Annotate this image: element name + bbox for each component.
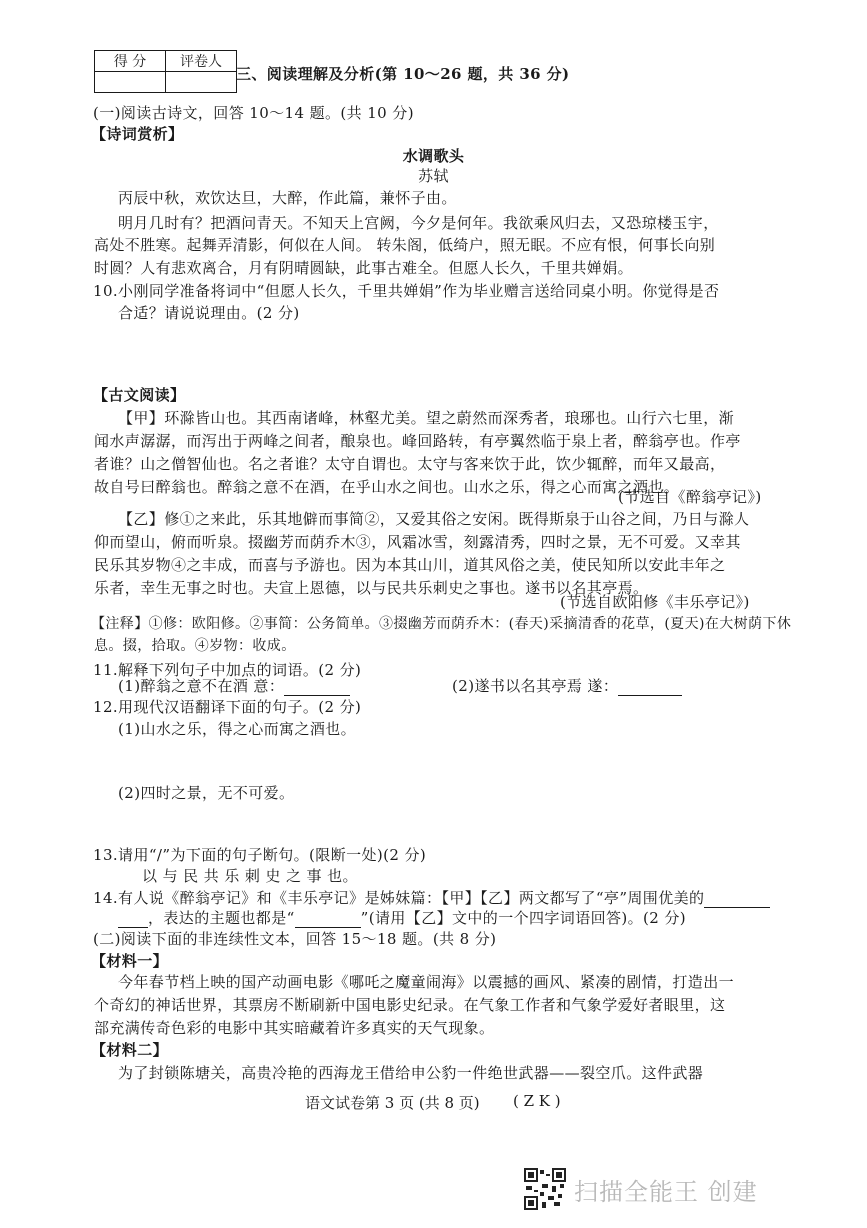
- page-number: 语文试卷第 3 页 (共 8 页): [305, 1094, 480, 1112]
- qr-code-icon: [524, 1168, 566, 1210]
- question-14-end: ”(请用【乙】文中的一个四字词语回答)。(2 分): [360, 909, 687, 927]
- material-2-line: 为了封锁陈塘关，高贵冷艳的西海龙王借给申公豹一件绝世武器——裂空爪。这件武器: [118, 1064, 704, 1082]
- answer-blank[interactable]: [618, 679, 682, 696]
- grader-label: 评卷人: [166, 51, 237, 72]
- material-1-line: 部充满传奇色彩的电影中其实暗藏着许多真实的天气现象。: [94, 1019, 495, 1037]
- footnotes: 【注释】①修：欧阳修。②事简：公务简单。③掇幽芳而荫乔木：(春天)采摘清香的花草，(夏天)在大树荫下休: [91, 616, 792, 632]
- passage-yi-line: 【乙】修①之来此，乐其地僻而事简②，又爱其俗之安闲。既得斯泉于山谷之间，乃日与滁人: [118, 510, 750, 528]
- part1-intro: (一)阅读古诗文，回答 10～14 题。(共 10 分): [93, 104, 414, 122]
- part2-intro: (二)阅读下面的非连续性文本，回答 15～18 题。(共 8 分): [93, 930, 497, 948]
- question-13-sentence: 以 与 民 共 乐 刺 史 之 事 也。: [142, 867, 358, 885]
- paper-code: ( Z K ): [513, 1092, 561, 1110]
- poem-line: 高处不胜寒。起舞弄清影，何似在人间。 转朱阁，低绮户，照无眠。不应有恨，何事长向别: [94, 236, 716, 254]
- passage-jia-line: 者谁？山之僧智仙也。名之者谁？太守自谓也。太守与客来饮于此，饮少辄醉，而年又最高，: [94, 455, 726, 473]
- question-12-1: (1)山水之乐，得之心而寓之酒也。: [118, 720, 357, 738]
- question-10: 10.小刚同学准备将词中“但愿人长久，千里共婵娟”作为毕业赠言送给同桌小明。你觉得是否: [93, 282, 720, 300]
- jia-source: (节选自《醉翁亭记》): [618, 488, 762, 506]
- question-11: 11.解释下列句子中加点的词语。(2 分): [93, 661, 362, 679]
- footnotes-cont: 息。掇，拾取。④岁物：收成。: [94, 638, 296, 654]
- answer-blank[interactable]: [704, 891, 770, 908]
- answer-blank[interactable]: [118, 911, 148, 928]
- poem-line: 明月几时有？把酒问青天。不知天上宫阙，今夕是何年。我欲乘风归去，又恐琼楼玉宇，: [118, 214, 719, 232]
- score-cell: [95, 72, 166, 93]
- classical-tag: 【古文阅读】: [93, 386, 186, 404]
- passage-yi-line: 民乐其岁物④之丰成，而喜与予游也。因为本其山川，道其风俗之美，使民知所以安此丰年之: [94, 556, 726, 574]
- answer-blank[interactable]: [284, 679, 350, 696]
- poem-line: 时圆？人有悲欢离合，月有阴晴圆缺，此事古难全。但愿人长久，千里共婵娟。: [94, 259, 634, 277]
- answer-blank[interactable]: [295, 911, 361, 928]
- question-11-1: (1)醉翁之意不在酒 意：: [118, 677, 285, 695]
- scanner-watermark: 扫描全能王 创建: [574, 1178, 758, 1206]
- passage-yi-line: 乐者，幸生无事之时也。夫宣上恩德，以与民共乐刺史之事也。遂书以名其亭焉。: [94, 579, 649, 597]
- material-1-tag: 【材料一】: [91, 952, 169, 970]
- passage-yi-line: 仰而望山，俯而听泉。掇幽芳而荫乔木③，风霜冰雪，刻露清秀，四时之景，无不可爱。又幸其: [94, 533, 741, 551]
- passage-jia-line: 【甲】环滁皆山也。其西南诸峰，林壑尤美。望之蔚然而深秀者，琅琊也。山行六七里，渐: [118, 409, 735, 427]
- score-table: [94, 50, 237, 93]
- question-13: 13.请用“/”为下面的句子断句。(限断一处)(2 分): [93, 846, 427, 864]
- yi-source: (节选自欧阳修《丰乐亭记》): [560, 593, 750, 611]
- question-12-2: (2)四时之景，无不可爱。: [118, 784, 295, 802]
- material-2-tag: 【材料二】: [91, 1041, 169, 1059]
- material-1-line: 个奇幻的神话世界，其票房不断刷新中国电影史纪录。在气象工作者和气象学爱好者眼里，这: [94, 996, 726, 1014]
- poem-author: 苏轼: [418, 167, 449, 185]
- grader-cell: [166, 72, 237, 93]
- question-14-cont: ，表达的主题也都是“: [148, 909, 295, 927]
- passage-jia-line: 故自号曰醉翁也。醉翁之意不在酒，在乎山水之间也。山水之乐，得之心而寓之酒也。: [94, 478, 680, 496]
- poem-tag: 【诗词赏析】: [91, 125, 184, 143]
- poem-preface: 丙辰中秋，欢饮达旦，大醉，作此篇，兼怀子由。: [118, 189, 457, 207]
- question-12: 12.用现代汉语翻译下面的句子。(2 分): [93, 698, 362, 716]
- passage-jia-line: 闻水声潺潺，而泻出于两峰之间者，酿泉也。峰回路转，有亭翼然临于泉上者，醉翁亭也。作亭: [94, 432, 741, 450]
- poem-title: 水调歌头: [402, 147, 465, 165]
- material-1-line: 今年春节档上映的国产动画电影《哪吒之魔童闹海》以震撼的画风、紧凑的剧情，打造出一: [118, 973, 735, 991]
- question-14: 14.有人说《醉翁亭记》和《丰乐亭记》是姊妹篇：【甲】【乙】两文都写了“亭”周围优美的: [93, 889, 705, 907]
- question-10-cont: 合适？请说说理由。(2 分): [118, 304, 300, 322]
- question-11-2: (2)遂书以名其亭焉 遂：: [452, 677, 619, 695]
- score-label: 得 分: [95, 51, 166, 72]
- section-title: 三、阅读理解及分析(第 10～26 题，共 36 分): [236, 65, 570, 83]
